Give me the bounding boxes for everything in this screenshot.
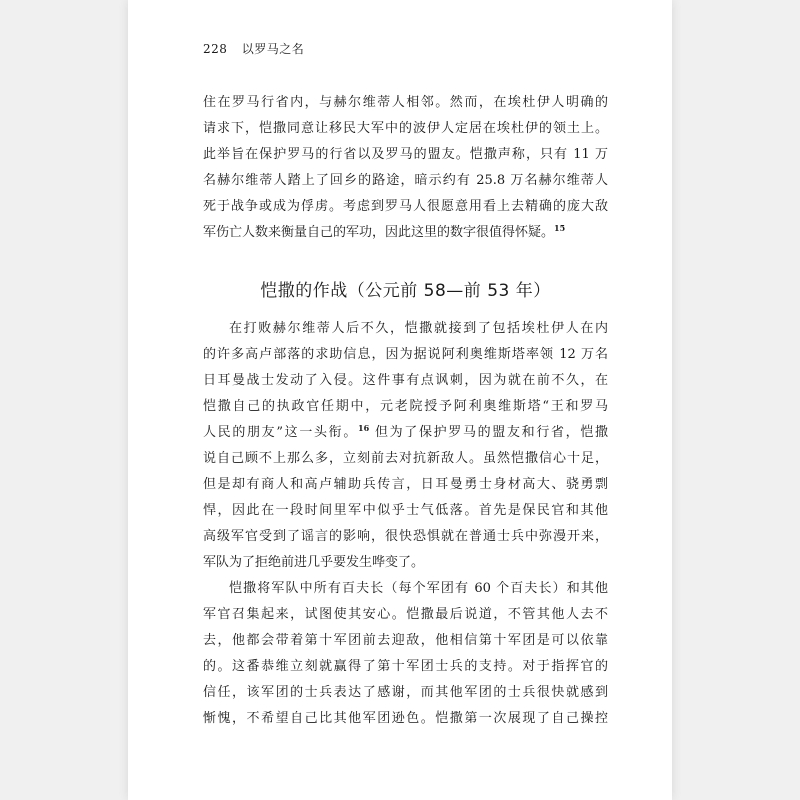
text-line-content: 但为了保护罗马的盟友和行省，恺撒 [369,425,608,440]
text-line: 在打败赫尔维蒂人后不久，恺撒就接到了包括埃杜伊人在内 [229,321,608,336]
text-line-content: 军伤亡人数来衡量自己的军功，因此这里的数字很值得怀疑。 [203,225,555,240]
text-line: 此举旨在保护罗马的行省以及罗马的盟友。恺撒声称，只有 11 万 [203,147,608,162]
text-line [203,220,608,246]
text-line: 死于战争或成为俘虏。考虑到罗马人很愿意用看上去精确的庞大敌 [203,199,608,214]
section-title: 恺撒的作战（公元前 58—前 53 年） [260,281,551,301]
text-line: 恺撒将军队中所有百夫长（每个军团有 60 个百夫长）和其他 [229,581,608,596]
text-line: 高级军官受到了谣言的影响，很快恐惧就在普通士兵中弥漫开来， [203,529,608,544]
running-head [203,40,304,57]
text-line: 但是却有商人和高卢辅助兵传言，日耳曼勇士身材高大、骁勇剽 [203,477,608,492]
footnote-marker: 15 [554,223,566,233]
text-line: 的许多高卢部落的求助信息，因为据说阿利奥维斯塔率领 12 万名 [203,347,608,362]
text-line [203,420,608,446]
paragraph-1 [203,90,608,246]
text-line: 惭愧，不希望自己比其他军团逊色。恺撒第一次展现了自己操控 [203,711,608,726]
text-line: 请求下，恺撒同意让移民大军中的波伊人定居在埃杜伊的领土上。 [203,121,608,136]
text-line-content: 人民的朋友”这一头衔。 [203,425,359,440]
footnote-marker: 16 [358,423,370,433]
text-line: 悍，因此在一段时间里军中似乎士气低落。首先是保民官和其他 [203,503,608,518]
text-line: 去，他都会带着第十军团前去迎敌，他相信第十军团是可以依靠 [203,633,608,648]
book-title: 以罗马之名 [241,42,305,56]
text-line: 军官召集起来，试图使其安心。恺撒最后说道，不管其他人去不 [203,607,608,622]
text-line: 说自己顾不上那么多，立刻前去对抗新敌人。虽然恺撒信心十足， [203,451,608,466]
text-line: 信任，该军团的士兵表达了感谢，而其他军团的士兵很快就感到 [203,685,608,700]
book-page [128,0,672,800]
body-text [203,316,608,732]
page-number: 228 [203,42,228,56]
text-line: 日耳曼战士发动了入侵。这件事有点讽刺，因为就在前不久，在 [203,373,608,388]
text-line: 名赫尔维蒂人踏上了回乡的路途，暗示约有 25.8 万名赫尔维蒂人 [203,173,608,188]
text-line: 恺撒自己的执政官任期中，元老院授予阿利奥维斯塔“王和罗马 [203,399,608,414]
text-line: 住在罗马行省内，与赫尔维蒂人相邻。然而，在埃杜伊人明确的 [203,95,608,110]
text-line: 军队为了拒绝前进几乎要发生哗变了。 [203,555,425,570]
text-line: 的。这番恭维立刻就赢得了第十军团士兵的支持。对于指挥官的 [203,659,608,674]
